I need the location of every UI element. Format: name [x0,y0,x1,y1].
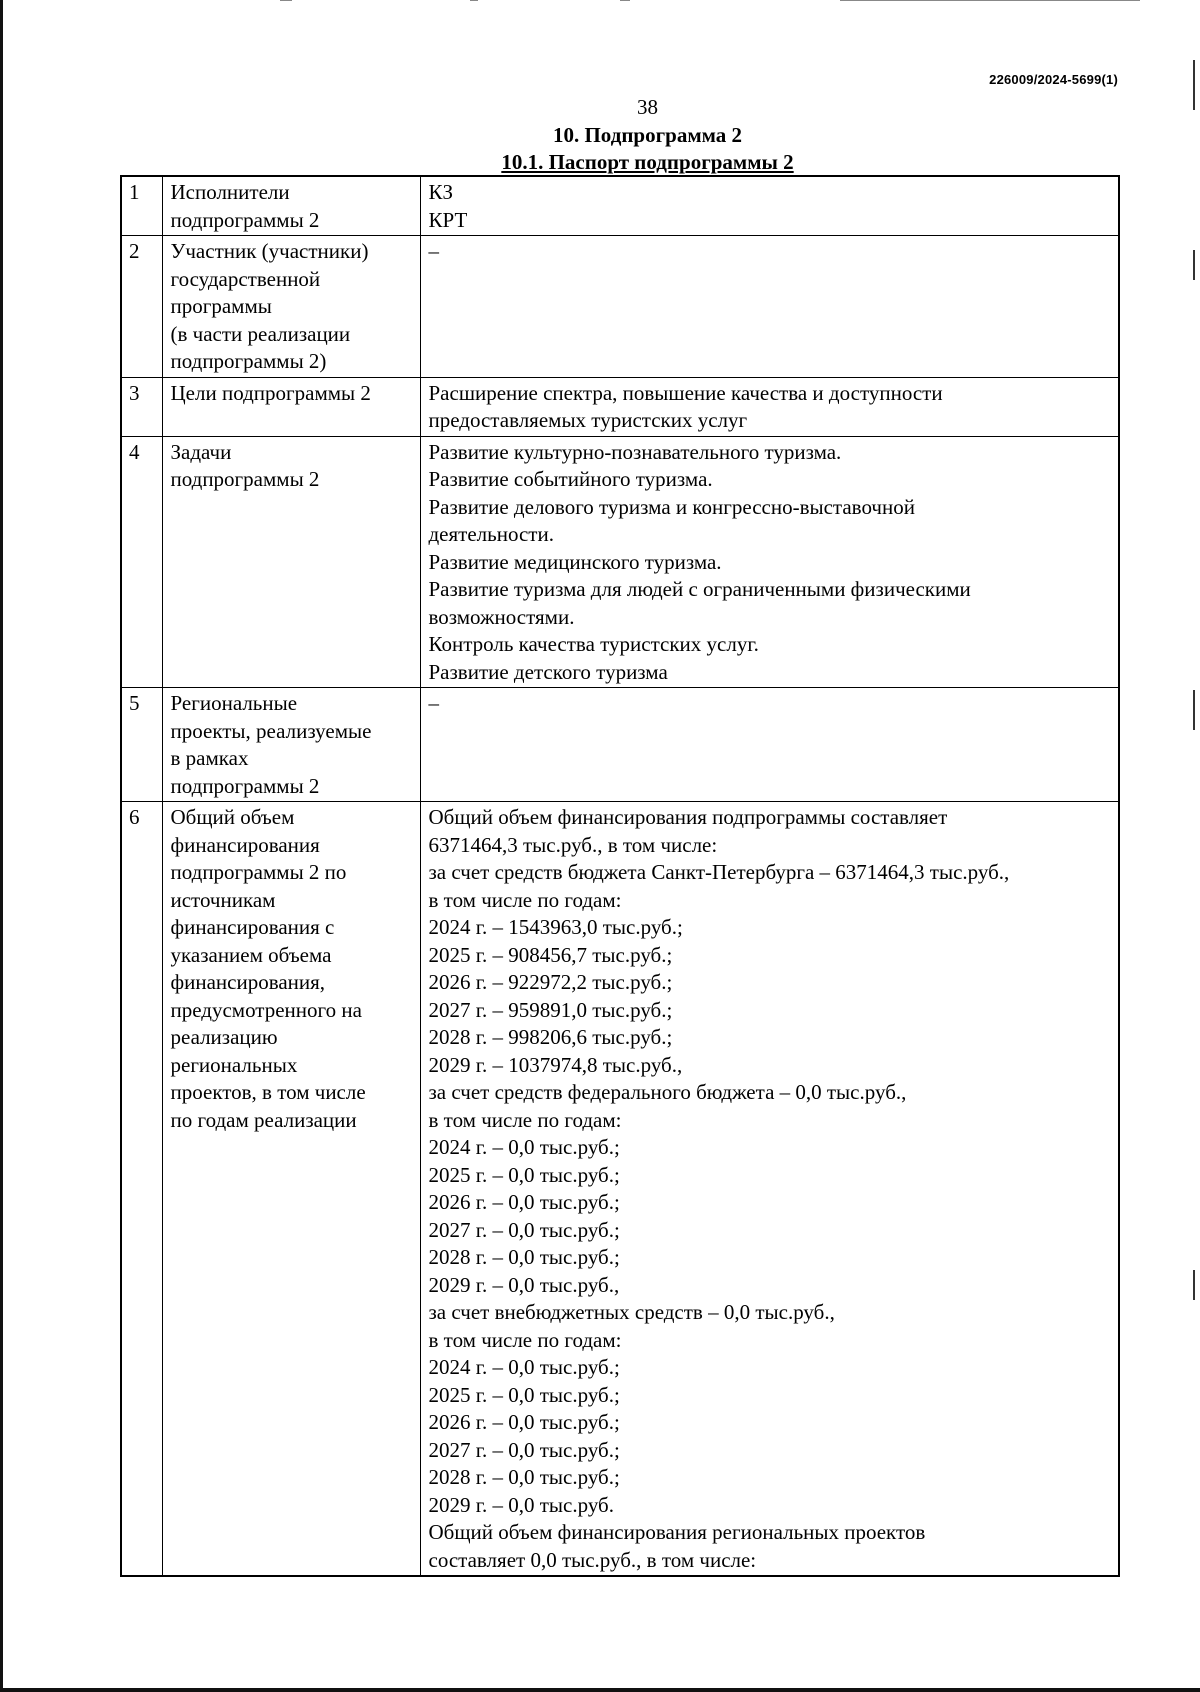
table-row [121,236,1119,378]
row-value-cell [420,802,1119,1577]
row-value-line: 2024 г. – 0,0 тыс.руб.; [428,1355,620,1379]
row-value-cell [420,176,1119,236]
row-number: 6 [121,802,162,1577]
row-label-line: подпрограммы 2 [170,773,320,798]
table-row [121,688,1119,802]
row-label-line: Региональные [170,691,298,715]
row-value-line: Развитие детского туризма [428,659,668,684]
row-label-line: подпрограммы 2 по [170,860,347,884]
row-label-line: по годам реализации [170,1107,357,1132]
row-value-line: 2028 г. – 0,0 тыс.руб.; [428,1465,620,1489]
row-value-line: 2028 г. – 0,0 тыс.руб.; [428,1245,620,1269]
row-label-line: проекты, реализуемые [170,718,372,743]
table-row [121,436,1119,688]
row-value-line: Развитие делового туризма и конгрессно-выставочной [428,494,915,519]
scan-edge-left [0,0,3,1692]
row-value-line: 2026 г. – 0,0 тыс.руб.; [428,1410,620,1434]
row-value-line: 2029 г. – 1037974,8 тыс.руб., [428,1052,683,1077]
row-value-line: – [428,691,439,715]
row-value-line: 2024 г. – 1543963,0 тыс.руб.; [428,915,683,939]
scan-marks-top [280,0,1180,2]
table-row [121,377,1119,436]
row-value-line: Развитие медицинского туризма. [428,549,722,574]
row-value-line: 2027 г. – 959891,0 тыс.руб.; [428,997,673,1022]
row-label-line: программы [170,294,272,318]
row-value-line: 2024 г. – 0,0 тыс.руб.; [428,1135,620,1159]
row-label-line: финансирования, [170,970,326,994]
row-value-line: предоставляемых туристских услуг [428,408,748,432]
row-label-cell [162,688,420,802]
table-row [121,802,1119,1577]
row-label-line: государственной [170,266,321,291]
row-value-cell [420,377,1119,436]
row-number: 4 [121,436,162,688]
row-value-cell [420,688,1119,802]
row-value-line: Общий объем финансирования подпрограммы составляет [428,805,948,829]
row-label-line: проектов, в том числе [170,1080,366,1104]
row-value-line: 2025 г. – 0,0 тыс.руб.; [428,1162,620,1187]
row-label-cell [162,176,420,236]
row-label-line: указанием объема [170,942,332,967]
row-label-line: региональных [170,1052,298,1077]
row-label-line: в рамках [170,746,249,770]
row-label-line: Цели подпрограммы 2 [170,380,371,405]
row-value-line: 2029 г. – 0,0 тыс.руб. [428,1492,614,1517]
subsection-title: 10.1. Паспорт подпрограммы 2 [501,150,794,174]
row-label-line: финансирования с [170,915,335,939]
passport-table-body [121,176,1119,1576]
row-value-line: КЗ [428,180,454,204]
row-number: 1 [121,176,162,236]
row-value-line: за счет внебюджетных средств – 0,0 тыс.руб., [428,1300,835,1324]
section-title: 10. Подпрограмма 2 [552,123,743,147]
row-value-cell [420,236,1119,378]
row-label-line: (в части реализации [170,321,351,346]
row-value-line: 2025 г. – 0,0 тыс.руб.; [428,1382,620,1407]
row-value-line: 6371464,3 тыс.руб., в том числе: [428,832,718,857]
row-value-line: Развитие событийного туризма. [428,467,713,491]
row-number: 5 [121,688,162,802]
row-value-line: 2027 г. – 0,0 тыс.руб.; [428,1437,620,1462]
row-value-line: Контроль качества туристских услуг. [428,632,759,656]
page-number: 38 [637,95,658,119]
row-value-line: Общий объем финансирования региональных проектов [428,1520,926,1544]
row-label-cell [162,236,420,378]
row-value-line: 2025 г. – 908456,7 тыс.руб.; [428,942,673,967]
row-value-line: составляет 0,0 тыс.руб., в том числе: [428,1547,757,1572]
row-number: 2 [121,236,162,378]
row-value-line: в том числе по годам: [428,1327,622,1352]
row-label-cell [162,436,420,688]
row-value-line: – [428,239,439,263]
row-value-line: возможностями. [428,604,575,629]
row-number: 3 [121,377,162,436]
row-value-line: Развитие туризма для людей с ограниченными физическими [428,577,971,601]
row-value-line: Расширение спектра, повышение качества и доступности [428,380,943,405]
row-value-line: 2026 г. – 0,0 тыс.руб.; [428,1190,620,1214]
row-label-line: Участник (участники) [170,239,369,263]
row-label-line: реализацию [170,1025,278,1049]
row-label-cell [162,802,420,1577]
scan-edge-bottom [0,1688,1200,1692]
subprogram-passport-table [120,175,1120,1577]
row-label-cell [162,377,420,436]
registration-number: 226009/2024-5699(1) [989,72,1118,87]
row-value-cell [420,436,1119,688]
row-value-line: в том числе по годам: [428,887,622,912]
row-label-line: источникам [170,887,276,912]
row-label-line: подпрограммы 2 [170,467,320,491]
row-value-line: 2026 г. – 922972,2 тыс.руб.; [428,970,673,994]
row-value-line: за счет средств бюджета Санкт-Петербурга – 6371464,3 тыс.руб., [428,860,1010,884]
row-label-line: Исполнители [170,180,290,204]
table-row [121,176,1119,236]
scan-marks-right [1193,0,1197,1692]
row-value-line: за счет средств федерального бюджета – 0,0 тыс.руб., [428,1080,907,1104]
row-label-line: финансирования [170,832,320,857]
row-value-line: КРТ [428,207,468,232]
row-value-line: деятельности. [428,522,554,546]
row-value-line: в том числе по годам: [428,1107,622,1132]
row-value-line: 2027 г. – 0,0 тыс.руб.; [428,1217,620,1242]
row-label-line: предусмотренного на [170,997,362,1022]
row-value-line: 2029 г. – 0,0 тыс.руб., [428,1272,620,1297]
row-label-line: подпрограммы 2 [170,207,320,232]
row-label-line: Задачи [170,439,232,464]
row-value-line: Развитие культурно-познавательного туризма. [428,439,842,464]
row-value-line: 2028 г. – 998206,6 тыс.руб.; [428,1025,673,1049]
row-label-line: подпрограммы 2) [170,349,327,373]
row-label-line: Общий объем [170,805,295,829]
